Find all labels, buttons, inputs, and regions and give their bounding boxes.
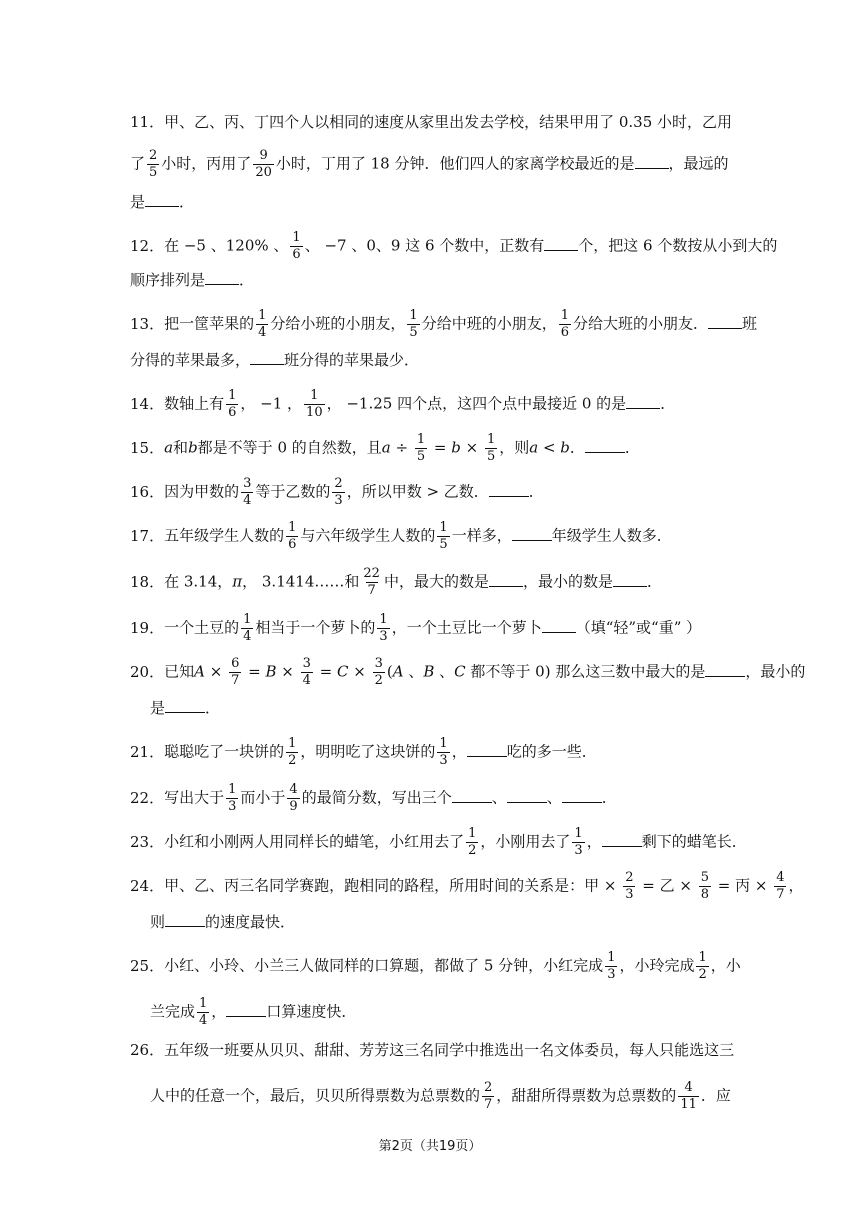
fraction: $\frac{1}{3}$	[574, 826, 583, 858]
question-21	[130, 736, 597, 769]
operator: ×	[348, 662, 371, 681]
question-text: ，甜甜所得票数为总票数的	[496, 1086, 677, 1105]
question-text: 而小于	[240, 788, 286, 807]
fraction: $\frac{1}{4}$	[199, 996, 208, 1028]
variable-C: C	[336, 662, 349, 681]
question-text: 、 −7 、0、9 这 6 个数中，正数有	[304, 236, 545, 255]
question-text: 班	[742, 314, 758, 333]
question-text: 已知	[164, 662, 195, 681]
question-text: 、	[403, 662, 424, 681]
question-text: 人中的任意一个，最后，贝贝所得票数为总票数的	[150, 1086, 481, 1105]
question-text: ，一个土豆比一个萝卜	[391, 618, 542, 637]
question-text: 分给中班的小朋友，	[421, 314, 557, 333]
fraction: $\frac{3}{4}$	[243, 476, 252, 508]
fraction: $\frac{5}{8}$	[700, 870, 709, 902]
question-number: 13．	[130, 314, 165, 333]
fraction: $\frac{1}{6}$	[228, 388, 237, 420]
fraction: $\frac{1}{5}$	[486, 432, 496, 464]
answer-blank[interactable]	[226, 1002, 266, 1017]
fraction: $\frac{1}{2}$	[288, 736, 297, 768]
operator: =	[314, 662, 337, 681]
answer-blank[interactable]	[602, 832, 642, 847]
question-text: ．	[239, 271, 255, 289]
question-number: 11．	[130, 113, 165, 131]
answer-blank[interactable]	[165, 912, 205, 927]
variable-a: a	[381, 438, 391, 457]
question-14	[130, 388, 675, 421]
operator: ×	[276, 662, 299, 681]
question-text: 因为甲数的	[164, 482, 240, 501]
fraction: $\frac{1}{3}$	[379, 612, 388, 644]
question-number: 12．	[130, 236, 165, 255]
question-text: 中，最大的数是	[383, 572, 489, 591]
operator: ÷	[390, 438, 413, 457]
question-text: 等于乙数的	[255, 482, 331, 501]
fraction: $\frac{1}{5}$	[439, 520, 448, 552]
answer-blank[interactable]	[467, 742, 507, 757]
question-16	[130, 476, 544, 509]
question-text: 把一筐苹果的	[164, 314, 255, 333]
question-text: 写出大于	[164, 788, 225, 807]
question-text: ．	[569, 438, 585, 457]
question-text: 的最简分数，写出三个	[301, 788, 452, 807]
answer-blank[interactable]	[507, 788, 547, 803]
operator: ×	[204, 662, 228, 681]
question-number: 19．	[130, 618, 165, 637]
question-text: 在 3.14，	[164, 572, 233, 591]
question-text: 数轴上有	[164, 394, 225, 413]
question-12	[130, 230, 777, 263]
question-number: 18．	[130, 572, 165, 591]
question-text: 小时，丁用了 18 分钟．他们四人的家离学校最近的是	[275, 154, 635, 173]
question-text: 的速度最快．	[205, 913, 296, 931]
answer-blank[interactable]	[585, 438, 625, 453]
question-20	[130, 656, 805, 689]
question-text: ．	[179, 193, 195, 211]
answer-blank[interactable]	[635, 154, 669, 169]
question-text: 都是不等于 0 的自然数，且	[197, 438, 382, 457]
fraction: $\frac{1}{6}$	[288, 520, 297, 552]
question-13-line-2	[130, 350, 419, 370]
question-text: 是	[130, 193, 146, 211]
question-text: 班分得的苹果最少．	[284, 351, 420, 369]
question-26	[130, 1040, 734, 1060]
answer-blank[interactable]	[512, 526, 552, 541]
operator: =	[243, 662, 266, 681]
fraction: $\frac{2}{3}$	[625, 870, 634, 902]
question-25-line-2	[150, 996, 356, 1029]
answer-blank[interactable]	[205, 270, 239, 285]
question-text: ．	[528, 482, 544, 501]
question-text: ，小刚用去了	[480, 832, 571, 851]
question-26-line-2	[150, 1080, 731, 1113]
question-text: ，最小的数是	[522, 572, 613, 591]
question-text: 分给大班的小朋友．	[572, 314, 708, 333]
question-text: 与六年级学生人数的	[300, 526, 436, 545]
separator: 、	[491, 788, 507, 807]
question-20-line-2	[150, 698, 220, 718]
question-text: ，	[451, 742, 467, 761]
question-25	[130, 950, 741, 983]
question-text: ，最小的	[745, 662, 806, 681]
question-text: ．	[660, 394, 676, 413]
answer-blank[interactable]	[626, 394, 660, 409]
question-text: ，最远的	[668, 154, 729, 173]
question-text: 顺序排列是	[130, 271, 206, 289]
question-text: ，	[788, 876, 804, 895]
answer-blank[interactable]	[613, 572, 647, 587]
question-11-line-2	[130, 148, 729, 181]
fraction: $\frac{4}{11}$	[680, 1080, 697, 1112]
answer-blank[interactable]	[542, 618, 576, 633]
question-number: 25．	[130, 956, 165, 975]
question-text: ， −1 ，	[240, 394, 303, 413]
question-text: ．应	[700, 1086, 731, 1105]
question-text: 和	[173, 438, 189, 457]
question-12-line-2	[130, 270, 254, 290]
question-number: 22．	[130, 788, 165, 807]
question-text: ．	[601, 788, 617, 807]
answer-blank[interactable]	[250, 350, 284, 365]
question-number: 24．	[130, 876, 165, 895]
question-text: 都不等于 0) 那么这三数中最大的是	[465, 662, 706, 681]
answer-blank[interactable]	[145, 192, 179, 207]
fraction: $\frac{3}{4}$	[302, 656, 311, 688]
variable-A: A	[392, 662, 404, 681]
answer-blank[interactable]	[708, 314, 742, 329]
question-text: 分给小班的小朋友，	[270, 314, 406, 333]
question-text: 小红、小玲、小兰三人做同样的口算题，都做了 5 分钟，小红完成	[164, 956, 604, 975]
fraction: $\frac{4}{7}$	[776, 870, 785, 902]
operator: =	[429, 438, 452, 457]
fraction: $\frac{1}{5}$	[416, 432, 426, 464]
question-text: ，	[211, 1002, 227, 1021]
question-text: ，小玲完成	[619, 956, 695, 975]
question-text: （填“轻”或“重” ）	[575, 618, 702, 637]
variable-a: a	[529, 438, 539, 457]
variable-C: C	[454, 662, 466, 681]
variable-b: b	[188, 438, 198, 457]
question-text: (	[386, 662, 393, 681]
fraction: $\frac{1}{3}$	[439, 736, 448, 768]
separator: 、	[546, 788, 562, 807]
question-text: 、	[434, 662, 455, 681]
fraction: $\frac{1}{10}$	[306, 388, 323, 420]
fraction: $\frac{1}{6}$	[560, 308, 569, 340]
question-text: ．	[646, 572, 662, 591]
question-11-line-3	[130, 192, 194, 212]
question-24	[130, 870, 804, 903]
question-text: 个，把这 6 个数按从小到大的	[578, 236, 778, 255]
question-number: 26．	[130, 1041, 165, 1059]
question-number: 16．	[130, 482, 165, 501]
answer-blank[interactable]	[705, 662, 745, 677]
answer-blank[interactable]	[489, 572, 523, 587]
fraction: $\frac{3}{2}$	[374, 656, 383, 688]
question-number: 15．	[130, 438, 165, 457]
variable-a: a	[164, 438, 174, 457]
answer-blank[interactable]	[544, 236, 578, 251]
question-text: ，则	[499, 438, 530, 457]
question-text: ．	[205, 699, 221, 717]
variable-b: b	[451, 438, 461, 457]
page-footer: 第2页（共19页）	[378, 1139, 482, 1154]
question-text: 五年级一班要从贝贝、甜甜、芳芳这三名同学中推选出一名文体委员，每人只能选这三	[164, 1041, 735, 1059]
fraction: $\frac{1}{4}$	[258, 308, 267, 340]
fraction: $\frac{4}{9}$	[289, 782, 298, 814]
fraction: $\frac{22}{7}$	[363, 566, 380, 598]
fraction: $\frac{6}{7}$	[231, 656, 240, 688]
variable-B: B	[265, 662, 277, 681]
question-number: 14．	[130, 394, 165, 413]
question-text: 兰完成	[150, 1002, 196, 1021]
question-23	[130, 826, 747, 859]
operator: ×	[460, 438, 483, 457]
fraction: $\frac{1}{3}$	[607, 950, 616, 982]
question-text: ，	[586, 832, 602, 851]
question-text: ， −1.25 四个点，这四个点中最接近 0 的是	[326, 394, 627, 413]
variable-A: A	[194, 662, 205, 681]
question-number: 20．	[130, 662, 165, 681]
question-22	[130, 782, 617, 815]
pi-symbol: π	[232, 572, 243, 591]
question-19	[130, 612, 701, 645]
question-text: 则	[150, 913, 166, 931]
question-11	[130, 112, 732, 132]
variable-b: b	[560, 438, 570, 457]
fraction: $\frac{2}{5}$	[149, 148, 158, 180]
fraction: $\frac{1}{3}$	[228, 782, 237, 814]
question-15	[130, 432, 640, 465]
question-number: 23．	[130, 832, 165, 851]
question-text: 小红和小刚两人用同样长的蜡笔，小红用去了	[164, 832, 465, 851]
question-text: 一个土豆的	[164, 618, 240, 637]
fraction: $\frac{1}{5}$	[409, 308, 418, 340]
question-13	[130, 308, 757, 341]
question-24-line-2	[150, 912, 295, 932]
question-number: 17．	[130, 526, 165, 545]
fraction: $\frac{1}{6}$	[292, 230, 301, 262]
question-text: 聪聪吃了一块饼的	[164, 742, 285, 761]
question-text: = 丙 ×	[712, 876, 773, 895]
answer-blank[interactable]	[452, 788, 492, 803]
fraction: $\frac{9}{20}$	[255, 148, 272, 180]
fraction: $\frac{1}{2}$	[698, 950, 707, 982]
fraction: $\frac{2}{3}$	[334, 476, 343, 508]
answer-blank[interactable]	[562, 788, 602, 803]
question-text: 年级学生人数多．	[551, 526, 672, 545]
fraction: $\frac{1}{2}$	[468, 826, 477, 858]
fraction: $\frac{2}{7}$	[484, 1080, 493, 1112]
question-text: 小时，丙用了	[161, 154, 252, 173]
answer-blank[interactable]	[165, 698, 205, 713]
question-text: 口算速度快．	[266, 1002, 357, 1021]
fraction: $\frac{1}{4}$	[243, 612, 252, 644]
question-text: 五年级学生人数的	[164, 526, 285, 545]
question-text: ，所以甲数 > 乙数．	[346, 482, 489, 501]
question-text: 是	[150, 699, 166, 717]
question-text: 在 −5 、120% 、	[164, 236, 289, 255]
operator: <	[538, 438, 561, 457]
question-text: 相当于一个萝卜的	[255, 618, 376, 637]
question-text: 分得的苹果最多，	[130, 351, 251, 369]
question-text: = 乙 ×	[637, 876, 697, 895]
question-text: 甲、乙、丙、丁四个人以相同的速度从家里出发去学校，结果甲用了 0.35 小时，乙用	[164, 113, 733, 131]
question-text: ，小	[710, 956, 741, 975]
question-text: ， 3.1414……和	[242, 572, 360, 591]
question-18	[130, 566, 662, 599]
question-text: ，明明吃了这块饼的	[300, 742, 436, 761]
question-text: 剩下的蜡笔长．	[641, 832, 747, 851]
question-text: ．	[624, 438, 640, 457]
question-text: 吃的多一些．	[506, 742, 597, 761]
answer-blank[interactable]	[489, 482, 529, 497]
question-number: 21．	[130, 742, 165, 761]
question-text: 了	[130, 154, 146, 173]
question-17	[130, 520, 672, 553]
variable-B: B	[423, 662, 435, 681]
question-text: 甲、乙、丙三名同学赛跑，跑相同的路程，所用时间的关系是：甲 ×	[164, 876, 622, 895]
question-text: 一样多，	[451, 526, 512, 545]
